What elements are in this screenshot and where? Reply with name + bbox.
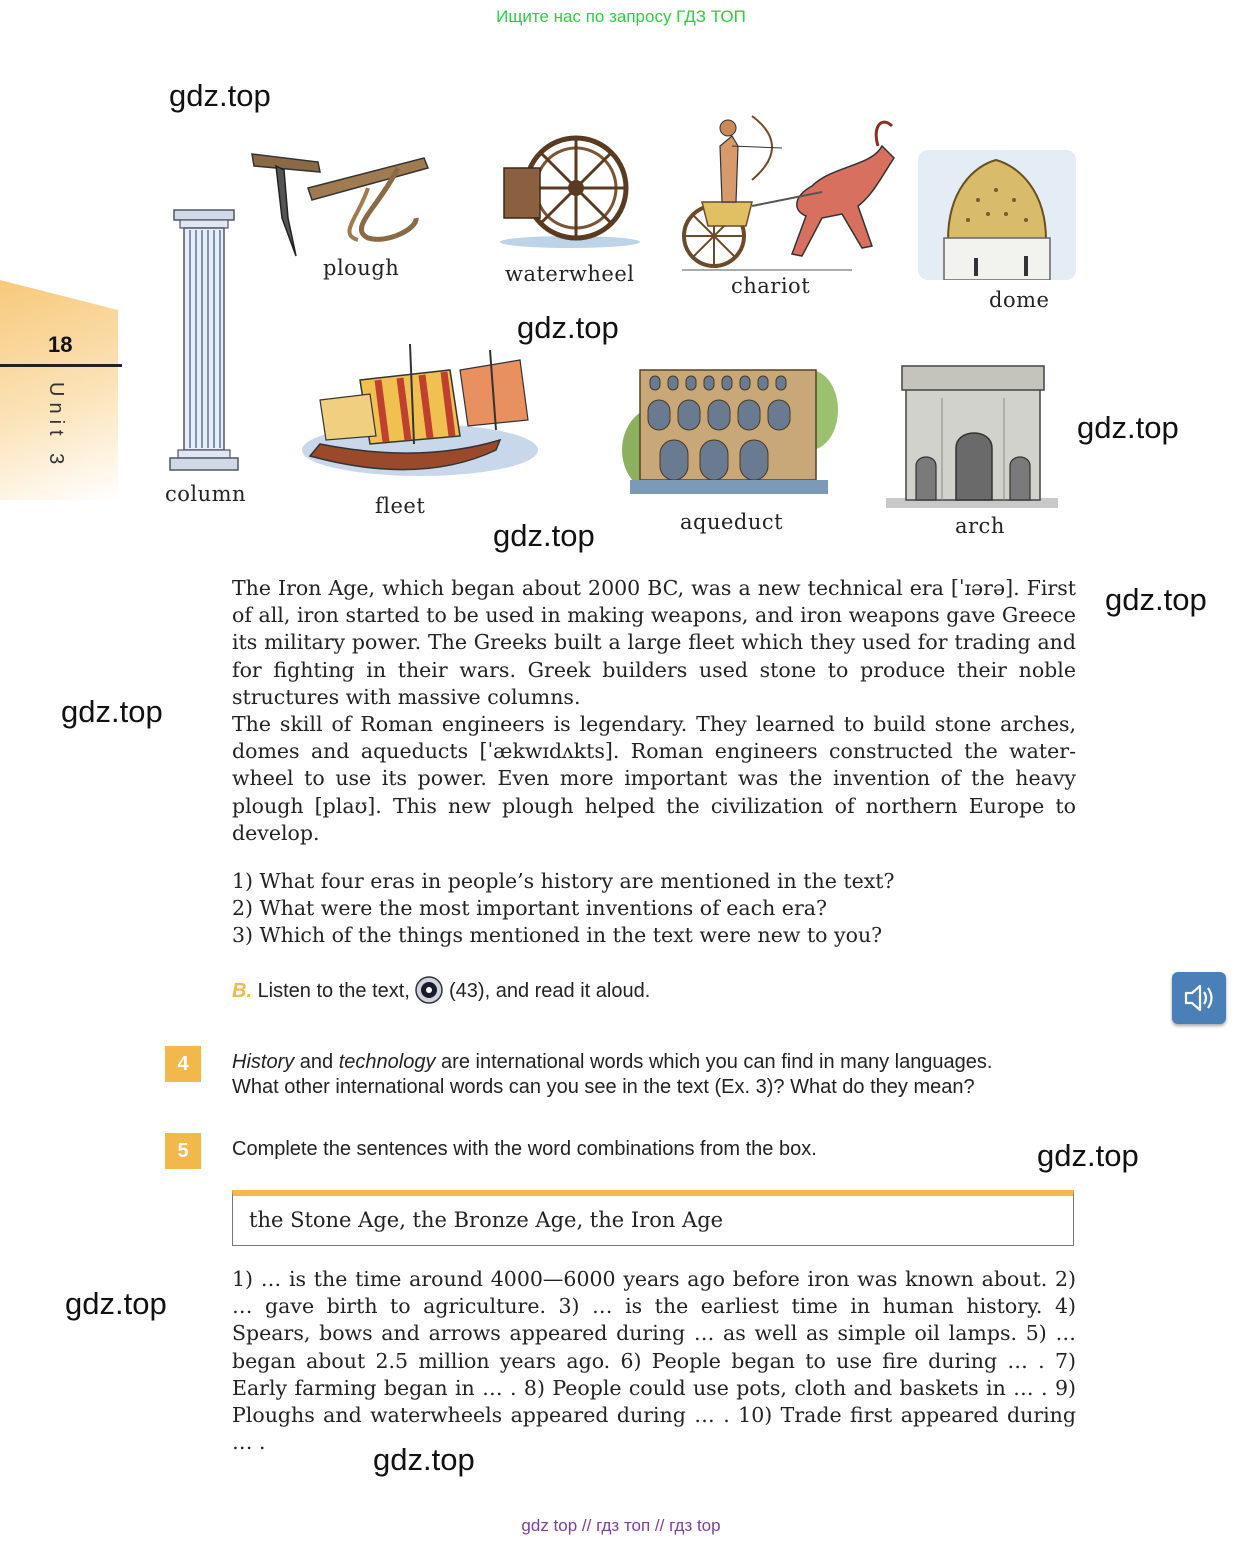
question-item: 2) What were the most important inventions of each era? xyxy=(232,896,827,921)
reading-paragraph-1: The Iron Age, which began about 2000 BC, was a new technical era [ˈɪərə]. First of all, iron started to be used in making weapons, and iron weapons gave Greece its military power. The Greeks built a large fleet which they used for trading and for fighting in their wars. Greek builders used stone to produce their noble structures with massive columns. xyxy=(232,576,1076,709)
caption-column: column xyxy=(165,482,247,506)
aqueduct-illustration xyxy=(620,360,838,500)
caption-aqueduct: aqueduct xyxy=(680,510,784,534)
waterwheel-illustration xyxy=(496,132,644,250)
question-list xyxy=(232,868,1076,950)
caption-plough: plough xyxy=(323,256,400,280)
caption-fleet: fleet xyxy=(375,494,426,518)
watermark: gdz.top xyxy=(493,518,595,553)
question-item: 1) What four eras in people’s history are mentioned in the text? xyxy=(232,869,895,893)
unit-label: Unit 3 xyxy=(45,382,67,471)
exercise-5-sentences: 1) … is the time around 4000—6000 years ago before iron was known about. 2) … gave birth to agriculture. 3) … is the earliest time in human history. 4) Spears, bows and arrows appeared during … as well as simple oil lamps. 5) … began about 2.5 million years ago. 6) People began to use fire during … . 7) Early farming began in … . 8) People could use pots, cloth and baskets in … . 9) Ploughs and waterwheels appeared during … . 10) Trade first appeared during … . xyxy=(232,1267,1076,1455)
column-illustration xyxy=(166,208,242,474)
caption-chariot: chariot xyxy=(731,274,811,298)
reading-paragraph-2: The skill of Roman engineers is legendary. They learned to build stone arches, domes and aqueducts [ˈækwɪdʌkts]. Roman engineers constructed the water-wheel to use its power. Even more important was the invention of the heavy plough [plaʊ]. This new plough helped the civilization of northern Europe to develop. xyxy=(232,712,1076,845)
watermark: gdz.top xyxy=(65,1286,167,1321)
task-b-letter: B. xyxy=(232,980,252,1002)
tab-divider xyxy=(0,364,122,367)
page-number: 18 xyxy=(48,332,73,357)
arch-illustration xyxy=(886,362,1058,508)
watermark: gdz.top xyxy=(169,78,271,113)
caption-dome: dome xyxy=(989,288,1050,312)
exercise-4-and: and xyxy=(299,1051,334,1073)
exercise-4-rest: are international words which you can find in many languages. xyxy=(441,1051,993,1073)
audio-disc-icon[interactable] xyxy=(415,976,443,1004)
footer-links[interactable]: gdz top // гдз топ // гдз top xyxy=(521,1516,721,1535)
fleet-illustration xyxy=(300,340,544,488)
audio-play-button[interactable] xyxy=(1172,972,1226,1024)
exercise-4-line2: What other international words can you see in the text (Ex. 3)? What do they mean? xyxy=(232,1076,975,1098)
question-item: 3) Which of the things mentioned in the text were new to you? xyxy=(232,923,883,948)
watermark: gdz.top xyxy=(1037,1138,1139,1173)
watermark: gdz.top xyxy=(1105,582,1207,617)
exercise-4-number: 4 xyxy=(165,1046,201,1082)
exercise-4-word2: technology xyxy=(338,1051,436,1073)
exercise-5-number: 5 xyxy=(165,1133,201,1169)
word-box-text: the Stone Age, the Bronze Age, the Iron Age xyxy=(249,1208,724,1232)
dome-illustration xyxy=(918,150,1076,280)
watermark: gdz.top xyxy=(373,1442,475,1477)
chariot-illustration xyxy=(682,106,910,274)
watermark: gdz.top xyxy=(1077,410,1179,445)
caption-waterwheel: waterwheel xyxy=(505,262,635,286)
plough-illustration xyxy=(248,148,432,260)
exercise-4-word1: History xyxy=(232,1051,295,1073)
caption-arch: arch xyxy=(955,514,1005,538)
top-banner: Ищите нас по запросу ГДЗ ТОП xyxy=(496,7,746,26)
speaker-icon xyxy=(1172,972,1226,1024)
exercise-5-instruction: Complete the sentences with the word combinations from the box. xyxy=(232,1138,817,1160)
task-b-text-after: (43), and read it aloud. xyxy=(449,980,651,1002)
watermark: gdz.top xyxy=(61,694,163,729)
task-b xyxy=(232,976,650,1004)
watermark: gdz.top xyxy=(517,310,619,345)
task-b-text: Listen to the text, xyxy=(257,980,410,1002)
exercise-4-instruction xyxy=(232,1050,992,1100)
